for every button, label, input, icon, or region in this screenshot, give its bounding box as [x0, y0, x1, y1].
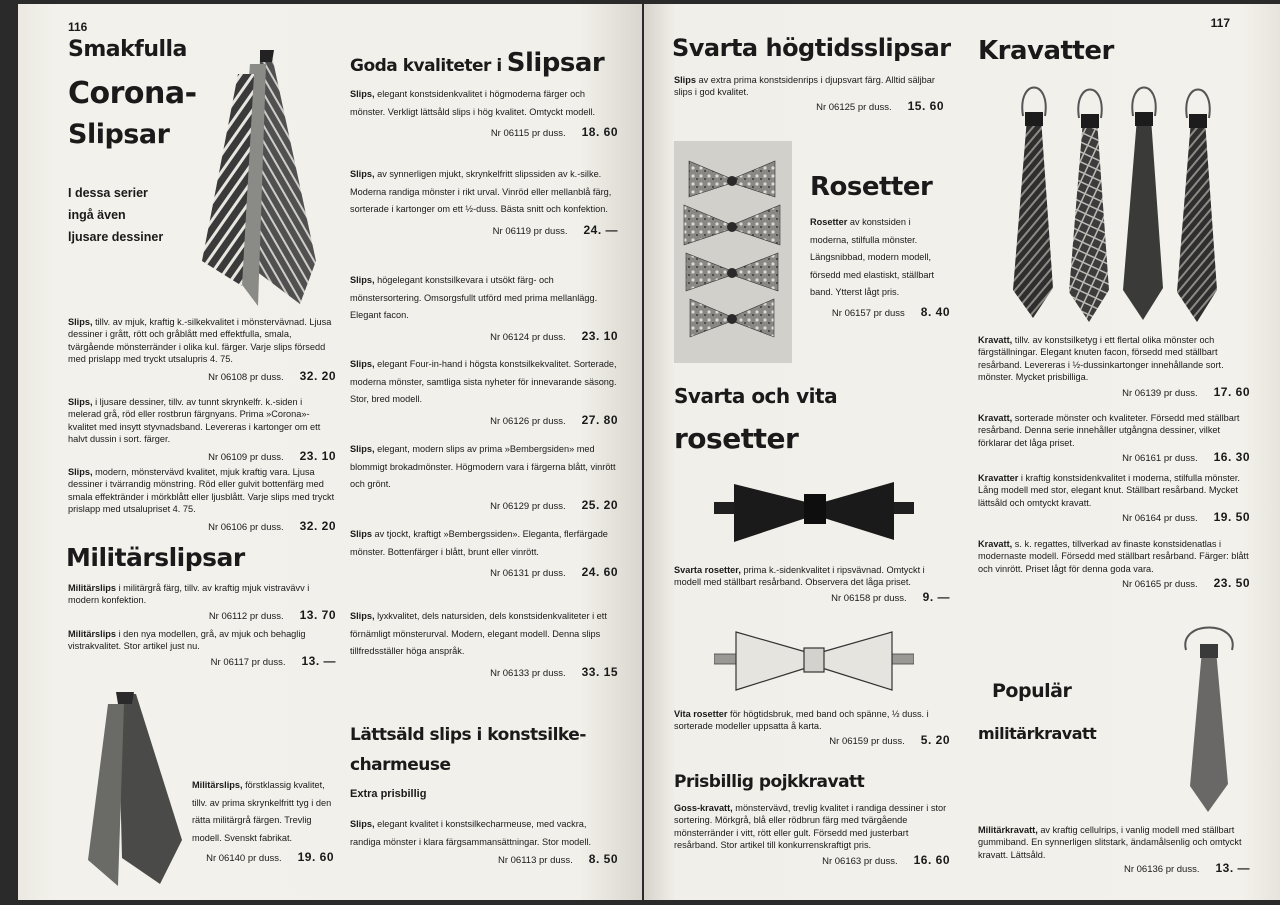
corona-subtitle — [68, 182, 163, 248]
corona-subtitle-line1: I dessa serier — [68, 186, 148, 200]
svarta-vita-title-line1: Svarta och vita — [674, 384, 838, 408]
left-page — [18, 4, 642, 900]
goda-title — [350, 48, 604, 78]
rosetter-item: Rosetter av konstsiden i moderna, stilfulla mönster. Längsnibbad, modern modell, försedd med elastiskt, ställbart band. Ytterst lågt pris. Nr 06157 pr duss 8. 40 — [810, 217, 950, 319]
kravatt-item-1: Kravatt, tillv. av konstsilketyg i ett flertal olika mönster och färgställningar. Elegant knuten facon, försedd med ställbart resårband. Levereras i ½-dussinkartonger innehållande sort. mönster. Mycket prisbilliga. Nr 06139 pr duss. 17. 60 — [978, 335, 1250, 399]
corona-item-3: Slips, modern, mönstervävd kvalitet, mjuk kraftig vara. Ljusa dessiner i tvärrandig mönstring. Röd eller gulvit bottenfärg med smala effektränder i mörkblått eller ljusblått. Varje slips med tryckt prislapp med utsalupriset 4. 75. Nr 06106 pr duss. 32. 20 — [68, 467, 336, 533]
goda-title-big: Slipsar — [506, 48, 605, 78]
svarta-title: Svarta högtidsslipsar — [672, 34, 951, 62]
militar-item-1: Militärslips i militärgrå färg, tillv. av kraftig mjuk vistravävv i modern konfektion. Nr 06112 pr duss. 13. 70 — [68, 583, 336, 622]
corona-item-1: Slips, tillv. av mjuk, kraftig k.-silkekvalitet i mönstervävnad. Ljusa dessiner i grått, rött och gråblått med effektfulla, smala, tvärgående mönsterränder i olika kul. färger. Varje slips försedd med prislapp med tryckt utsalupris 4. 75. Nr 06108 pr duss. 32. 20 — [68, 317, 336, 383]
corona-title-line1: Smakfulla — [68, 37, 187, 62]
kravatt-item-2: Kravatt, sorterade mönster och kvaliteter. Försedd med ställbart resårband. Denna serie innehåller utgångna dessiner, vilket förklarar det låga priset. Nr 06161 pr duss. 16. 30 — [978, 413, 1250, 465]
corona-subtitle-line2: ingå även — [68, 208, 126, 222]
corona-item-2: Slips, i ljusare dessiner, tillv. av tunnt skrynkelfr. k.-siden i melerad grå, röd eller rostbrun färgnyans. Prima »Corona»-kvalitet med insytt styvnadsband. Levereras i kartonger om ett halvt dussin i sort. färger. Nr 06109 pr duss. 23. 10 — [68, 397, 336, 463]
svarta-rosetter-item: Svarta rosetter, prima k.-sidenkvalitet i ripsvävnad. Omtyckt i modell med ställbart resårband. Observera det låga priset. Nr 06158 pr duss. 9. — — [674, 565, 950, 604]
militar-extra-item: Militärslips, förstklassig kvalitet, tillv. av prima skrynkelfritt tyg i den rätta militärgrå färgen. Trevlig modell. Svenskt fabrikat. Nr 06140 pr duss. 19. 60 — [192, 780, 334, 864]
right-page — [644, 4, 1280, 900]
rosetter-title: Rosetter — [810, 172, 933, 202]
goda-item-6: Slips av tjockt, kraftigt »Bembergssiden». Eleganta, flerfärgade mönster. Bottenfärger i blått, brunt eller vinrött. Nr 06131 pr duss. 24. 60 — [350, 529, 618, 579]
rosetter-image — [674, 141, 792, 363]
vita-rosetter-item: Vita rosetter för högtidsbruk, med band och spänne, ½ duss. i sorterade modeller uppsatta å karta. Nr 06159 pr duss. 5. 20 — [674, 709, 950, 747]
corona-subtitle-line3: ljusare dessiner — [68, 230, 164, 244]
kravatt-item-3: Kravatter i kraftig konstsidenkvalitet i moderna, stilfulla mönster. Lång modell med stor, elegant knut. Ställbart resårband. Mycket lättsåld och omtyckt kravatt. Nr 06164 pr duss. 19. 50 — [978, 473, 1250, 525]
lattsald-subtitle: Extra prisbillig — [350, 788, 427, 800]
lattsald-title: Lättsäld slips i konstsilke-charmeuse — [350, 725, 586, 775]
goda-item-7: Slips, lyxkvalitet, dels natursiden, dels konstsidenkvaliteter i ett förnämligt mönsterurval. Modern, elegant modell. Denna slips tillfredsställer höga anspråk. Nr 06133 pr duss. 33. 15 — [350, 611, 618, 679]
corona-ties-image — [198, 46, 328, 311]
catalog-spread — [18, 4, 1280, 900]
pojkkravatt-item: Goss-kravatt, mönstervävd, trevlig kvalitet i randiga dessiner i stor sortering. Mörkgrå, blå eller rödbrun färg med tvärgående mönsterränder i vitt, rött eller gult. Försedd med justerbart resårband. Stor artikel till konkurrenskraftigt pris. Nr 06163 pr duss. 16. 60 — [674, 803, 950, 867]
kravatter-title: Kravatter — [978, 36, 1114, 66]
lattsald-item: Slips, elegant kvalitet i konstsilkecharmeuse, med vackra, randiga mönster i klara färgsammansättningar. Stor modell. Nr 06113 pr duss. 8. 50 — [350, 819, 618, 866]
militar-item-2: Militärslips i den nya modellen, grå, av mjuk och behaglig vistrakvalitet. Stor artikel just nu. Nr 06117 pr duss. 13. — — [68, 629, 336, 668]
militar-title: Militärslipsar — [66, 543, 245, 572]
goda-item-2: Slips, av synnerligen mjukt, skrynkelfritt slipssiden av k.-silke. Moderna randiga mönster i rikt urval. Vinröd eller mellanblå färg, sorterade i kartonger om ett ½-duss. Bästa snitt och konfektion. Nr 06119 pr duss. 24. — — [350, 169, 618, 237]
corona-title-line2: Corona- — [68, 76, 197, 111]
page-number-right: 117 — [1210, 16, 1230, 30]
popular-title-line1: Populär — [992, 680, 1072, 702]
corona-title-line3: Slipsar — [68, 119, 170, 150]
goda-item-1: Slips, elegant konstsidenkvalitet i högmoderna färger och mönster. Verkligt lättsåld slips i hög kvalitet. Omtyckt modell. Nr 06115 pr duss. 18. 60 — [350, 89, 618, 139]
svarta-vita-title-line2: rosetter — [674, 422, 799, 455]
goda-item-4: Slips, elegant Four-in-hand i högsta konstsilkekvalitet. Sorterade, moderna mönster, samtliga sista nyheter för innevarande säsong. Stor, bred modell. Nr 06126 pr duss. 27. 80 — [350, 359, 618, 427]
kravatt-item-4: Kravatt, s. k. regattes, tillverkad av finaste konstsidenatlas i modernaste modell. Försedd med ställbart resårband. Färger: blått och vinrött. Priset lågt för denna goda vara. Nr 06165 pr duss. 23. 50 — [978, 539, 1250, 591]
svarta-item: Slips av extra prima konstsidenrips i djupsvart färg. Alltid säljbar slips i god kvalitet. Nr 06125 pr duss. 15. 60 — [674, 75, 944, 113]
goda-title-small: Goda kvaliteter i — [350, 56, 502, 76]
militar-ties-image — [78, 690, 188, 890]
black-bow-tie-image — [714, 466, 914, 556]
pojkkravatt-title: Prisbillig pojkkravatt — [674, 772, 865, 792]
goda-item-5: Slips, elegant, modern slips av prima »Bembergsiden» med blommigt brokadmönster. Högmodern vara i färgerna blått, vinrött och grönt. Nr 06129 pr duss. 25. 20 — [350, 444, 618, 512]
popular-item: Militärkravatt, av kraftig cellulrips, i vanlig modell med ställbart gummiband. En synnerligen slitstark, ändamålsenlig och omtyckt kravatt. Lättsåld. Nr 06136 pr duss. 13. — — [978, 825, 1250, 876]
kravatter-image — [1009, 78, 1234, 328]
page-number-left: 116 — [68, 20, 88, 34]
white-bow-tie-image — [714, 620, 914, 702]
popular-title-line2: militärkravatt — [978, 724, 1097, 743]
goda-item-3: Slips, högelegant konstsilkevara i utsökt färg- och mönstersortering. Omsorgsfullt utförd med prima mellanlägg. Elegant facon. Nr 06124 pr duss. 23. 10 — [350, 275, 618, 343]
militarkravatt-image — [1164, 616, 1254, 816]
